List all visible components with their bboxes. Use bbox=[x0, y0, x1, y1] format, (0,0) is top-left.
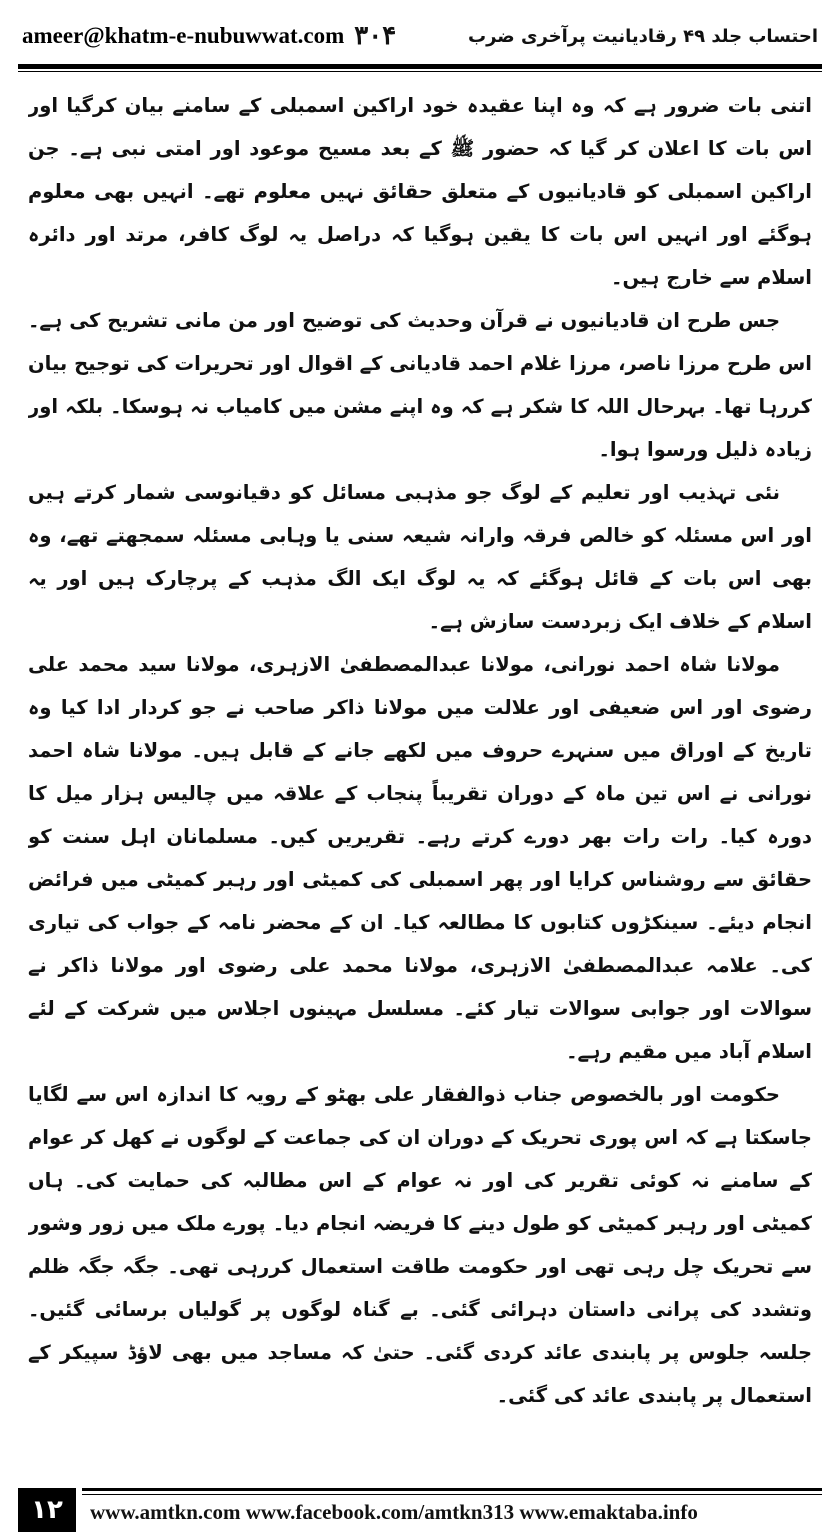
paragraph-3: نئی تہذیب اور تعلیم کے لوگ جو مذہبی مسائل کو دقیانوسی شمار کرتے ہیں اور اس مسئلہ کو خالص فرقہ وارانہ شیعہ سنی یا وہابی مسئلہ سمجھتے تھے، وہ بھی اس بات کے قائل ہوگئے کہ یہ لوگ ایک الگ مذہب کے پرچارک ہیں اور یہ اسلام کے خلاف ایک زبردست سازش ہے۔ bbox=[28, 481, 812, 633]
paragraph-5: حکومت اور بالخصوص جناب ذوالفقار علی بھٹو کے رویہ کا اندازہ اس سے لگایا جاسکتا ہے کہ اس پوری تحریک کے دوران ان کی جماعت کے لوگوں نے کھل کر عوام کے سامنے نہ کوئی تقریر کی اور نہ عوام کے اس مطالبہ کی حمایت کی۔ ہاں کمیٹی اور رہبر کمیٹی کو طول دینے کا فریضہ انجام دیا۔ پورے ملک میں زور وشور سے تحریک چل رہی تھی اور حکومت طاقت استعمال کررہی تھی۔ جگہ جگہ ظلم وتشدد کی پرانی داستان دہرائی گئی۔ بے گناہ لوگوں پر گولیاں برسائی گئیں۔ جلسہ جلوس پر پابندی عائد کردی گئی۔ حتیٰ کہ مساجد میں بھی لاؤڈ سپیکر کے استعمال پر پابندی عائد کی گئی۔ bbox=[28, 1083, 812, 1407]
header-rule-thin bbox=[18, 71, 822, 72]
page-footer bbox=[18, 1488, 822, 1534]
header-page-number: ۳۰۴ bbox=[354, 21, 397, 51]
footer-links-area bbox=[76, 1488, 822, 1534]
paragraph-1: اتنی بات ضرور ہے کہ وہ اپنا عقیدہ خود اراکین اسمبلی کے سامنے بیان کرگیا اور اس بات کا اعلان کر گیا کہ حضور ﷺ کے بعد مسیح موعود اور امتی نبی ہے۔ جن اراکین اسمبلی کو قادیانیوں کے متعلق حقائق نہیں معلوم تھے۔ انہیں بھی معلوم ہوگئے اور انہیں اس بات کا یقین ہوگیا کہ دراصل یہ لوگ کافر، مرتد اور دائرہ اسلام سے خارج ہیں۔ bbox=[28, 94, 812, 289]
paragraph-2: جس طرح ان قادیانیوں نے قرآن وحدیث کی توضیح اور من مانی تشریح کی ہے۔ اس طرح مرزا ناصر، مرزا غلام احمد قادیانی کے اقوال اور تحریرات کی توجیح بیان کررہا تھا۔ بہرحال اللہ کا شکر ہے کہ وہ اپنے مشن میں کامیاب نہ ہوسکا۔ بلکہ اور زیادہ ذلیل ورسوا ہوا۔ bbox=[28, 309, 812, 461]
header-left bbox=[22, 21, 396, 51]
header-title: احتساب جلد ۴۹ رقادیانیت پرآخری ضرب bbox=[468, 25, 818, 47]
paragraph-4: مولانا شاہ احمد نورانی، مولانا عبدالمصطفیٰ الازہری، مولانا سید محمد علی رضوی اور اس ضعیفی اور علالت میں مولانا ذاکر صاحب نے جو کردار ادا کیا وہ تاریخ کے اوراق میں سنہرے حروف میں لکھے جانے کے قابل ہیں۔ مولانا شاہ احمد نورانی نے اس تین ماہ کے دوران تقریباً پنجاب کے علاقہ میں چالیس ہزار میل کا دورہ کیا۔ رات رات بھر دورے کرتے رہے۔ تقریریں کیں۔ مسلمانان اہل سنت کو حقائق سے روشناس کرایا اور پھر اسمبلی کی کمیٹی اور رہبر کمیٹی میں فرائض انجام دیئے۔ سینکڑوں کتابوں کا مطالعہ کیا۔ ان کے محضر نامہ کے جواب کی تیاری کی۔ علامہ عبدالمصطفیٰ الازہری، مولانا محمد علی رضوی اور مولانا ذاکر نے سوالات اور جوابی سوالات تیار کئے۔ مسلسل مہینوں اجلاس میں شرکت کے لئے اسلام آباد میں مقیم رہے۔ bbox=[28, 653, 812, 1063]
page-body bbox=[28, 84, 812, 1469]
page-header bbox=[22, 10, 818, 62]
header-email: ameer@khatm-e-nubuwwat.com bbox=[22, 23, 345, 48]
footer-rule-thin bbox=[82, 1494, 822, 1495]
footer-links: www.amtkn.com www.facebook.com/amtkn313 www.emaktaba.info bbox=[90, 1500, 698, 1524]
header-rule-thick bbox=[18, 64, 822, 69]
footer-page-box: ۱۲ bbox=[18, 1488, 76, 1532]
footer-rule-thick bbox=[82, 1488, 822, 1491]
